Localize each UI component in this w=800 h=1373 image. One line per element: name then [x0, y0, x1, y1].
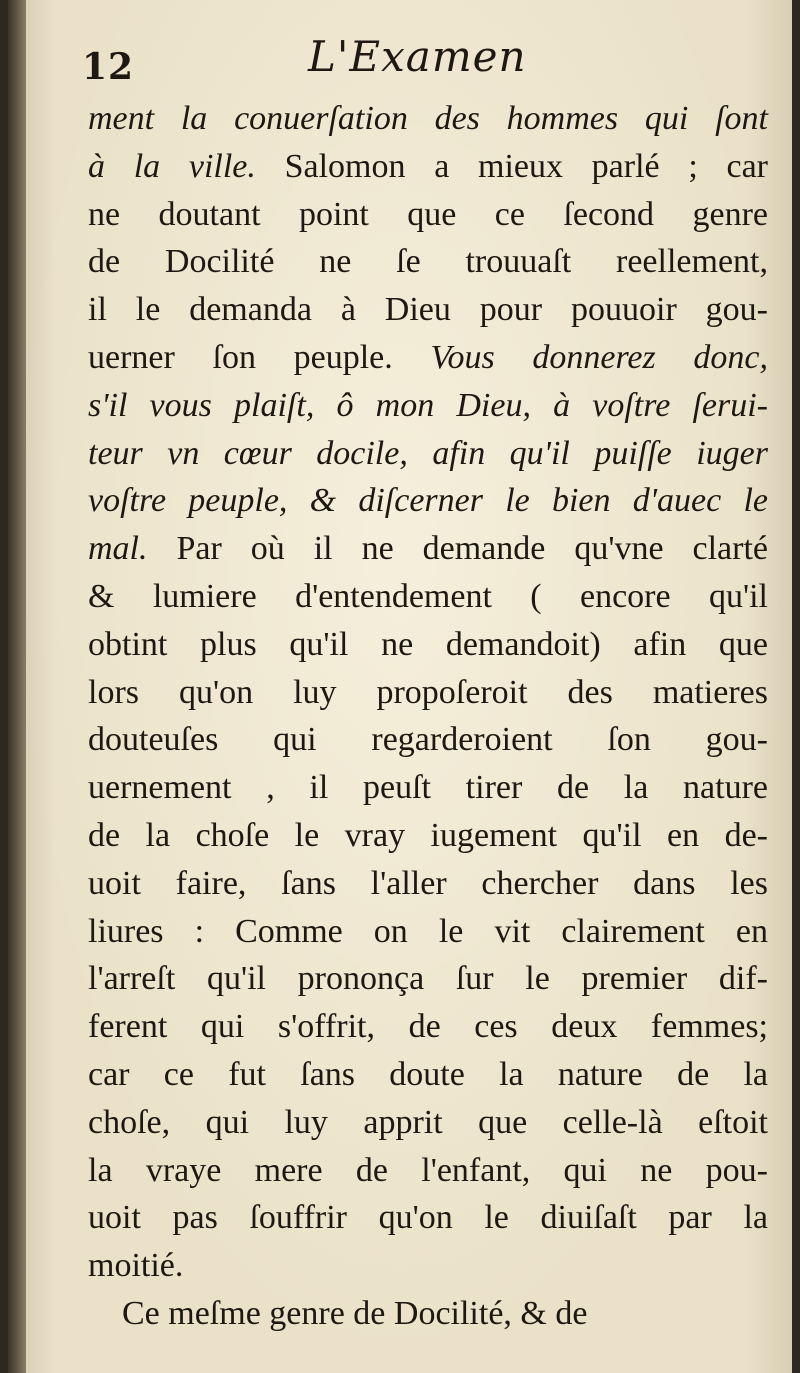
text-line: voſtre peuple, & diſcerner le bien d'auec le — [88, 482, 768, 520]
text-line: liures : Comme on le vit clairement en — [88, 912, 768, 950]
book-page — [8, 0, 792, 1373]
text-line: teur vn cœur docile, afin qu'il puiſſe iuger — [88, 434, 768, 472]
page-header — [8, 28, 792, 88]
text-line: l'arreſt qu'il prononça ſur le premier dif- — [88, 960, 768, 998]
text-line: il le demanda à Dieu pour pouuoir gou- — [88, 291, 768, 329]
text-line: ferent qui s'offrit, de ces deux femmes; — [88, 1008, 768, 1046]
text-line: ne doutant point que ce ſecond genre — [88, 195, 768, 233]
text-line: uoit faire, ſans l'aller chercher dans les — [88, 864, 768, 902]
text-line: lors qu'on luy propoſeroit des matieres — [88, 673, 768, 711]
text-line: obtint plus qu'il ne demandoit) afin que — [88, 625, 768, 663]
text-line: car ce fut ſans doute la nature de la — [88, 1055, 768, 1093]
text-line: à la ville. Salomon a mieux parlé ; car — [88, 147, 768, 185]
text-line: uerner ſon peuple. Vous donnerez donc, — [88, 338, 768, 376]
binding-gutter — [8, 0, 26, 1373]
text-line: uoit pas ſouffrir qu'on le diuiſaſt par la — [88, 1199, 768, 1237]
text-line: de la choſe le vray iugement qu'il en de- — [88, 816, 768, 854]
page-number: 12 — [82, 46, 135, 88]
text-line: de Docilité ne ſe trouuaſt reellement, — [88, 243, 768, 281]
text-line: s'il vous plaiſt, ô mon Dieu, à voſtre ſerui- — [88, 386, 768, 424]
text-line: douteuſes qui regarderoient ſon gou- — [88, 721, 768, 759]
text-line: choſe, qui luy apprit que celle-là eſtoit — [88, 1103, 768, 1141]
body-text — [88, 95, 768, 1338]
text-line: ment la conuerſation des hommes qui ſont — [88, 100, 768, 137]
running-head: L'Examen — [308, 32, 527, 81]
text-line: Ce meſme genre de Docilité, & de — [88, 1294, 588, 1332]
text-line: & lumiere d'entendement ( encore qu'il — [88, 577, 768, 615]
text-line: mal. Par où il ne demande qu'vne clarté — [88, 530, 768, 568]
text-line: la vraye mere de l'enfant, qui ne pou- — [88, 1151, 768, 1189]
text-line: uernement , il peuſt tirer de la nature — [88, 769, 768, 807]
text-line: moitié. — [88, 1247, 184, 1285]
